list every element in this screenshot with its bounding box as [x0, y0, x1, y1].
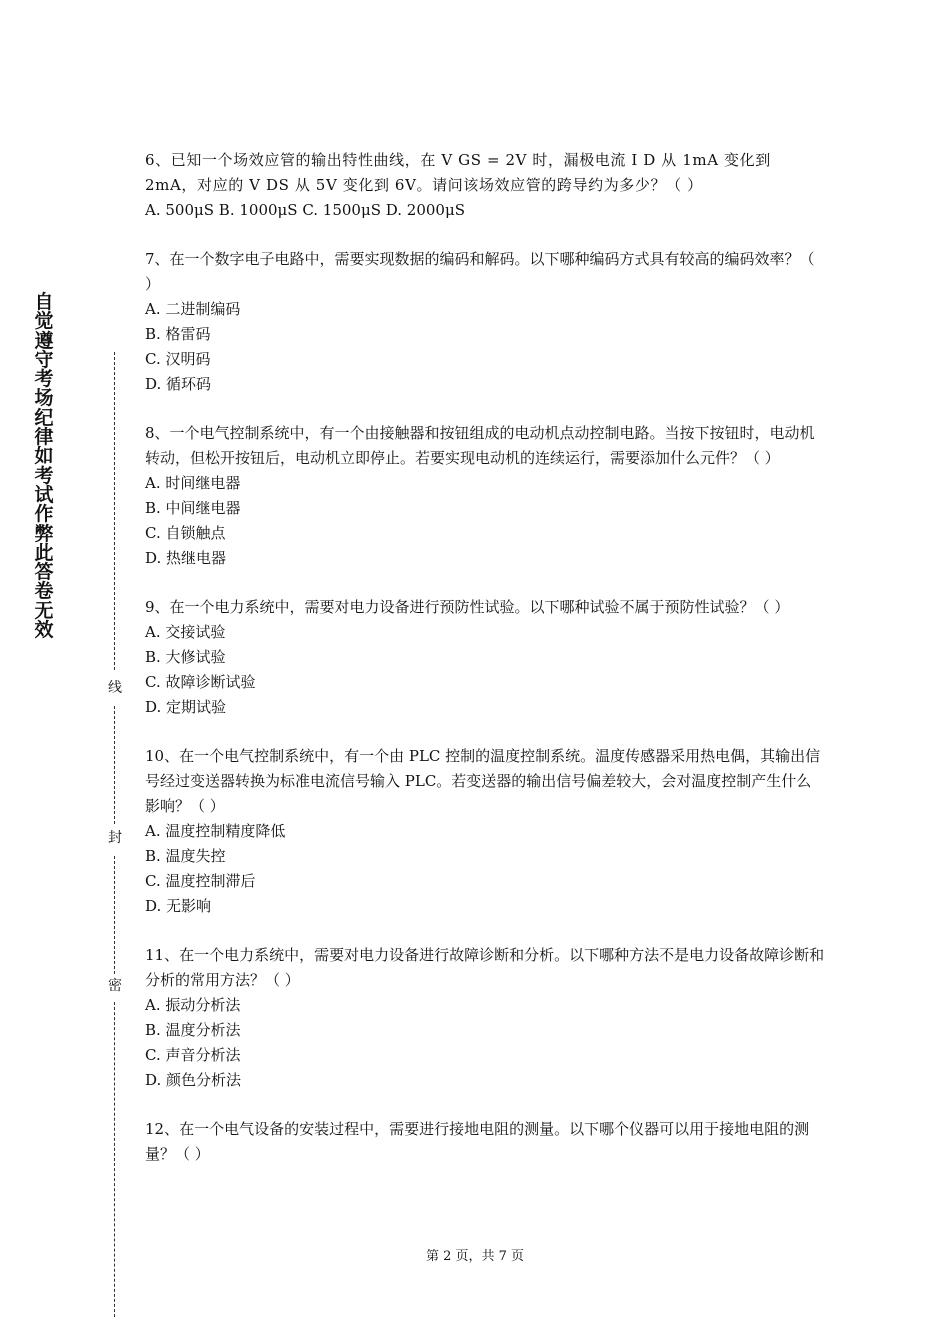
option-a: A. 二进制编码 [145, 300, 241, 318]
question-stem: 10、在一个电气控制系统中，有一个由 PLC 控制的温度控制系统。温度传感器采用热电偶，其输出信号经过变送器转换为标准电流信号输入 PLC。若变送器的输出信号偏差较大，会对温度控制产生什么影响？（ ） [145, 747, 821, 815]
binding-margin [0, 0, 140, 1344]
question-stem: 12、在一个电气设备的安装过程中，需要进行接地电阻的测量。以下哪个仪器可以用于接地电阻的测量？（ ） [145, 1120, 810, 1163]
question-12 [145, 1117, 825, 1167]
option-c: C. 声音分析法 [145, 1046, 241, 1064]
binding-mark-line: 线 [108, 680, 122, 696]
option-a: A. 时间继电器 [145, 474, 241, 492]
option-a: A. 交接试验 [145, 623, 226, 641]
option-a: A. 温度控制精度降低 [145, 822, 286, 840]
question-options-inline: A. 500μS B. 1000μS C. 1500μS D. 2000μS [145, 201, 465, 219]
option-c: C. 汉明码 [145, 350, 211, 368]
question-9 [145, 595, 825, 720]
binding-dashed-line [114, 352, 115, 670]
question-stem: 9、在一个电力系统中，需要对电力设备进行预防性试验。以下哪种试验不属于预防性试验？（ ） [145, 598, 790, 616]
option-b: B. 大修试验 [145, 648, 226, 666]
option-b: B. 格雷码 [145, 325, 211, 343]
option-a: A. 振动分析法 [145, 996, 241, 1014]
question-8 [145, 421, 825, 571]
option-c: C. 温度控制滞后 [145, 872, 256, 890]
question-list [145, 148, 825, 1191]
question-stem: 7、在一个数字电子电路中，需要实现数据的编码和解码。以下哪种编码方式具有较高的编码效率？（ ） [145, 250, 815, 293]
option-d: D. 定期试验 [145, 698, 227, 716]
binding-dashed-line [114, 706, 115, 824]
question-stem: 11、在一个电力系统中，需要对电力设备进行故障诊断和分析。以下哪种方法不是电力设备故障诊断和分析的常用方法？（ ） [145, 946, 825, 989]
option-c: C. 故障诊断试验 [145, 673, 256, 691]
question-stem: 6、已知一个场效应管的输出特性曲线，在 V GS = 2V 时，漏极电流 I D 从 1mA 变化到 2mA，对应的 V DS 从 5V 变化到 6V。请问该场效应管的跨导约为多少？（ ） [145, 151, 771, 194]
option-b: B. 温度失控 [145, 847, 226, 865]
question-6 [145, 148, 825, 223]
binding-mark-seal: 封 [108, 830, 122, 846]
binding-mark-secret: 密 [108, 978, 122, 994]
question-stem: 8、一个电气控制系统中，有一个由接触器和按钮组成的电动机点动控制电路。当按下按钮时，电动机转动，但松开按钮后，电动机立即停止。若要实现电动机的连续运行，需要添加什么元件？（ ） [145, 424, 815, 467]
question-11 [145, 943, 825, 1093]
option-b: B. 中间继电器 [145, 499, 241, 517]
binding-dashed-line [114, 1002, 115, 1317]
page-number-footer: 第 2 页，共 7 页 [425, 1249, 525, 1264]
option-c: C. 自锁触点 [145, 524, 226, 542]
option-d: D. 热继电器 [145, 549, 227, 567]
option-d: D. 无影响 [145, 897, 212, 915]
option-d: D. 颜色分析法 [145, 1071, 242, 1089]
exam-discipline-notice: 自觉遵守考场纪律如考试作弊此答卷无效 [34, 291, 54, 642]
question-10 [145, 744, 825, 919]
binding-dashed-line [114, 856, 115, 974]
question-7 [145, 247, 825, 397]
option-d: D. 循环码 [145, 375, 212, 393]
option-b: B. 温度分析法 [145, 1021, 241, 1039]
